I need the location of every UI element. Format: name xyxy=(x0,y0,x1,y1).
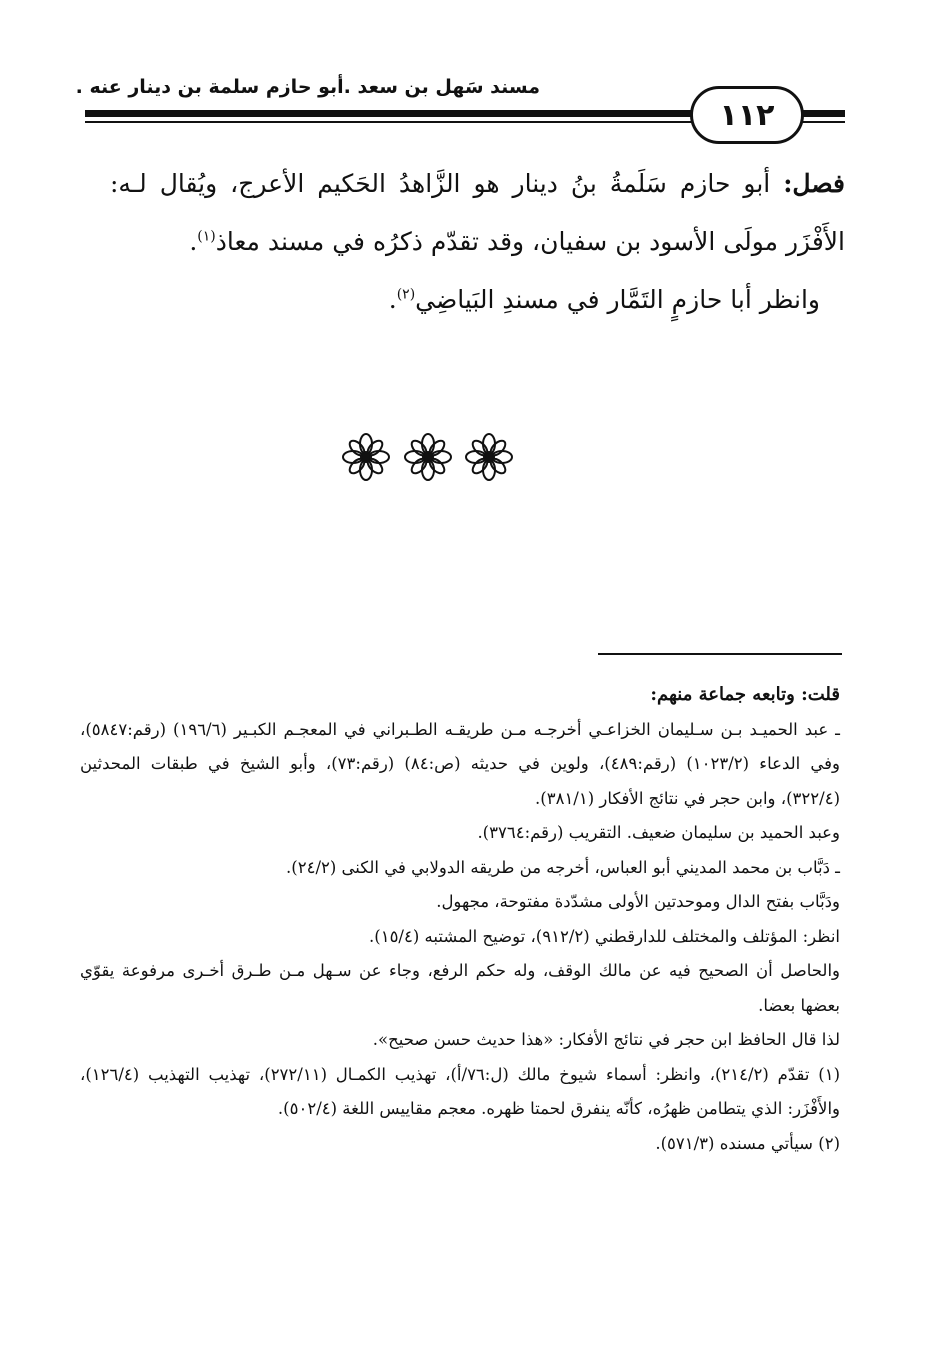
flower-ornament-icon xyxy=(463,432,515,482)
footnote-ref-1[interactable]: (١) xyxy=(197,228,216,245)
note-line: ـ عبد الحميـد بـن سـليمان الخزاعـي أخرجـه مـن طريقـه الطـبراني في المعجـم الكبـير (١٩٦/٦) (رقم:٥٨٤٧)، وفي الدعاء (١٠٢٣/٢) (رقم:٤٨٩)، ولوين في حديثه (ص:٨٤) (رقم:٧٣)، وأبو الشيخ في طبقات المحدثين (٣٢٢/٤)، وابن حجر في نتائج الأفكار (٣٨١/١). xyxy=(80,719,841,808)
note-line: ودَبَّاب بفتح الدال وموحدتين الأولى مشدّدة مفتوحة، مجهول. xyxy=(436,892,840,911)
paragraph-text: أبو حازم سَلَمةُ بنُ دينار هو الزَّاهدُ الحَكيم الأعرج، ويُقال لـه: الأَفْزَر مولَى الأسود بن سفيان، وقد تقدّم ذكرُه في مسند معاذ xyxy=(110,169,845,256)
footnote-2: (٢) سيأتي مسنده (٥٧١/٣). xyxy=(655,1133,840,1153)
header-rule xyxy=(85,110,695,117)
note-line: والحاصل أن الصحيح فيه عن مالك الوقف، وله حكم الرفع، وجاء عن سـهل مـن طـرق أخـرى مرفوعة يقوّي بعضها بعضا. xyxy=(80,961,840,1015)
note-line: لذا قال الحافظ ابن حجر في نتائج الأفكار: «هذا حديث حسن صحيح». xyxy=(372,1030,840,1049)
footnotes-section xyxy=(80,678,840,1161)
footnote-1: (١) تقدّم (٢١٤/٢)، وانظر: أسماء شيوخ مالك (ل:٧٦/أ)، تهذيب الكمـال (٢٧٢/١١)، تهذيب التهذيب (١٢٦/٤)، والأَفْزَر: الذي يتطامن ظهرُه، كأنّه ينفرق لحمتا ظهره. معجم مقاييس اللغة (٥٠٢/٤). xyxy=(80,1064,841,1118)
footnote-separator xyxy=(598,653,842,655)
footnote-ref-2[interactable]: (٢) xyxy=(396,286,416,303)
note-line: وعبد الحميد بن سليمان ضعيف. التقريب (رقم:٣٧٦٤). xyxy=(477,823,840,842)
notes-heading: قلت: وتابعه جماعة منهم: xyxy=(650,684,840,705)
paragraph-text: وانظر أبا حازمٍ التَمَّار في مسندِ البَياضِي xyxy=(415,285,820,314)
header-rule-thin xyxy=(85,121,695,123)
page-header xyxy=(0,0,952,140)
running-title: مسند سَهل بن سعد .أبو حازم سلمة بن دينار عنه . xyxy=(75,76,540,98)
page-number: ١١٢ xyxy=(690,86,804,144)
note-line: انظر: المؤتلف والمختلف للدارقطني (٩١٢/٢)، توضيح المشتبه (١٥/٤). xyxy=(369,926,840,946)
section-lead: فصل: xyxy=(783,169,845,198)
flower-ornament-icon xyxy=(340,432,392,482)
note-line: ـ دَبَّاب بن محمد المديني أبو العباس، أخرجه من طريقه الدولابي في الكنى (٢٤/٢). xyxy=(286,857,840,877)
section-divider-ornaments xyxy=(340,432,515,482)
main-text xyxy=(110,155,845,329)
paragraph-fasl: فصل: أبو حازم سَلَمةُ بنُ دينار هو الزَّاهدُ الحَكيم الأعرج، ويُقال لـه: الأَفْزَر مولَى الأسود بن سفيان، وقد تقدّم ذكرُه في مسند معاذ$^{(١)}$. xyxy=(110,169,845,256)
paragraph-see-also: وانظر أبا حازمٍ التَمَّار في مسندِ البَياضِي$^{(٢)}$. xyxy=(388,285,820,314)
flower-ornament-icon xyxy=(402,432,454,482)
